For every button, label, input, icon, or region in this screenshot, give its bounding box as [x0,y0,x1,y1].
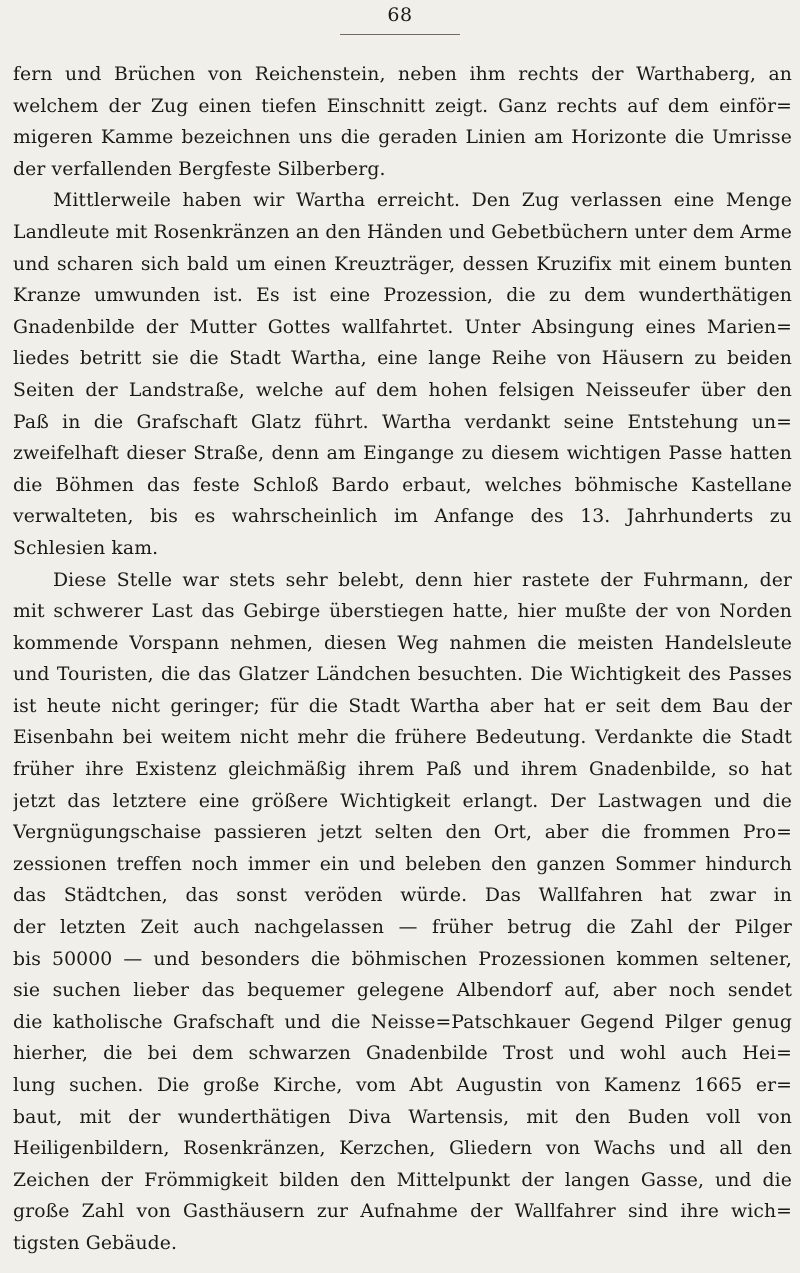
header-rule [340,34,460,35]
text-line: und Touristen, die das Glatzer Ländchen besuchten. Die Wichtigkeit des Passes [13,664,792,686]
text-line: das Städtchen, das sonst veröden würde. Das Wallfahren hat zwar in [13,885,792,907]
text-line: Landleute mit Rosenkränzen an den Händen und Gebetbüchern unter dem Arme [13,221,792,243]
text-line: zweifelhaft dieser Straße, denn am Eingange zu diesem wichtigen Passe hatten [13,443,792,465]
text-line: der letzten Zeit auch nachgelassen — früher betrug die Zahl der Pilger [13,917,792,939]
paragraph-start-line: Mittlerweile haben wir Wartha erreicht. Den Zug verlassen eine Menge [53,190,792,212]
text-line: Schlesien kam. [13,537,159,559]
text-line: zessionen treffen noch immer ein und beleben den ganzen Sommer hindurch [13,853,792,875]
text-line: liedes betritt sie die Stadt Wartha, eine lange Reihe von Häusern zu beiden [13,348,792,370]
text-line: verwalteten, bis es wahrscheinlich im Anfange des 13. Jahrhunderts zu [13,506,792,528]
text-line: früher ihre Existenz gleichmäßig ihrem Paß und ihrem Gnadenbilde, so hat [13,759,792,781]
text-line: migeren Kamme bezeichnen uns die geraden Linien am Horizonte die Umrisse [13,127,792,149]
text-line: Seiten der Landstraße, welche auf dem hohen felsigen Neisseufer über den [13,379,792,401]
text-line: tigsten Gebäude. [13,1232,178,1254]
text-line: Heiligenbildern, Rosenkränzen, Kerzchen, Gliedern von Wachs und all den [13,1138,792,1160]
text-line: große Zahl von Gasthäusern zur Aufnahme der Wallfahrer sind ihre wich= [13,1201,792,1223]
text-line: mit schwerer Last das Gebirge überstiegen hatte, hier mußte der von Norden [13,601,792,623]
text-line: die katholische Grafschaft und die Neisse=Patschkauer Gegend Pilger genug [13,1011,792,1033]
page-number: 68 [387,4,413,26]
text-line: Gnadenbilde der Mutter Gottes wallfahrtet. Unter Absingung eines Marien= [13,316,792,338]
text-line: bis 50000 — und besonders die böhmischen Prozessionen kommen seltener, [13,948,792,970]
text-line: ist heute nicht geringer; für die Stadt Wartha aber hat er seit dem Bau der [13,695,792,717]
text-line: Vergnügungschaise passieren jetzt selten den Ort, aber die frommen Pro= [13,822,792,844]
text-line: der verfallenden Bergfeste Silberberg. [13,158,386,180]
text-line: Paß in die Grafschaft Glatz führt. Wartha verdankt seine Entstehung un= [13,411,792,433]
text-line: und scharen sich bald um einen Kreuzträger, dessen Kruzifix mit einem bunten [13,253,792,275]
text-line: Zeichen der Frömmigkeit bilden den Mittelpunkt der langen Gasse, und die [13,1169,792,1191]
text-line: baut, mit der wunderthätigen Diva Wartensis, mit den Buden voll von [13,1106,792,1128]
text-line: Kranze umwunden ist. Es ist eine Prozession, die zu dem wunderthätigen [13,285,792,307]
body-text [13,59,792,1260]
text-line: fern und Brüchen von Reichenstein, neben ihm rechts der Warthaberg, an [13,64,792,85]
text-line: sie suchen lieber das bequemer gelegene Albendorf auf, aber noch sendet [13,980,792,1002]
text-line: welchem der Zug einen tiefen Einschnitt zeigt. Ganz rechts auf dem einför= [13,95,792,117]
text-line: lung suchen. Die große Kirche, vom Abt Augustin von Kamenz 1665 er= [13,1075,792,1096]
text-line: kommende Vorspann nehmen, diesen Weg nahmen die meisten Handelsleute [13,632,792,654]
text-line: Eisenbahn bei weitem nicht mehr die frühere Bedeutung. Verdankte die Stadt [13,727,792,749]
paragraph-start-line: Diese Stelle war stets sehr belebt, denn hier rastete der Fuhrmann, der [53,569,792,591]
text-line: hierher, die bei dem schwarzen Gnadenbilde Trost und wohl auch Hei= [13,1043,792,1065]
text-line: jetzt das letztere eine größere Wichtigkeit erlangt. Der Lastwagen und die [13,790,792,812]
text-line: die Böhmen das feste Schloß Bardo erbaut, welches böhmische Kastellane [13,474,792,496]
